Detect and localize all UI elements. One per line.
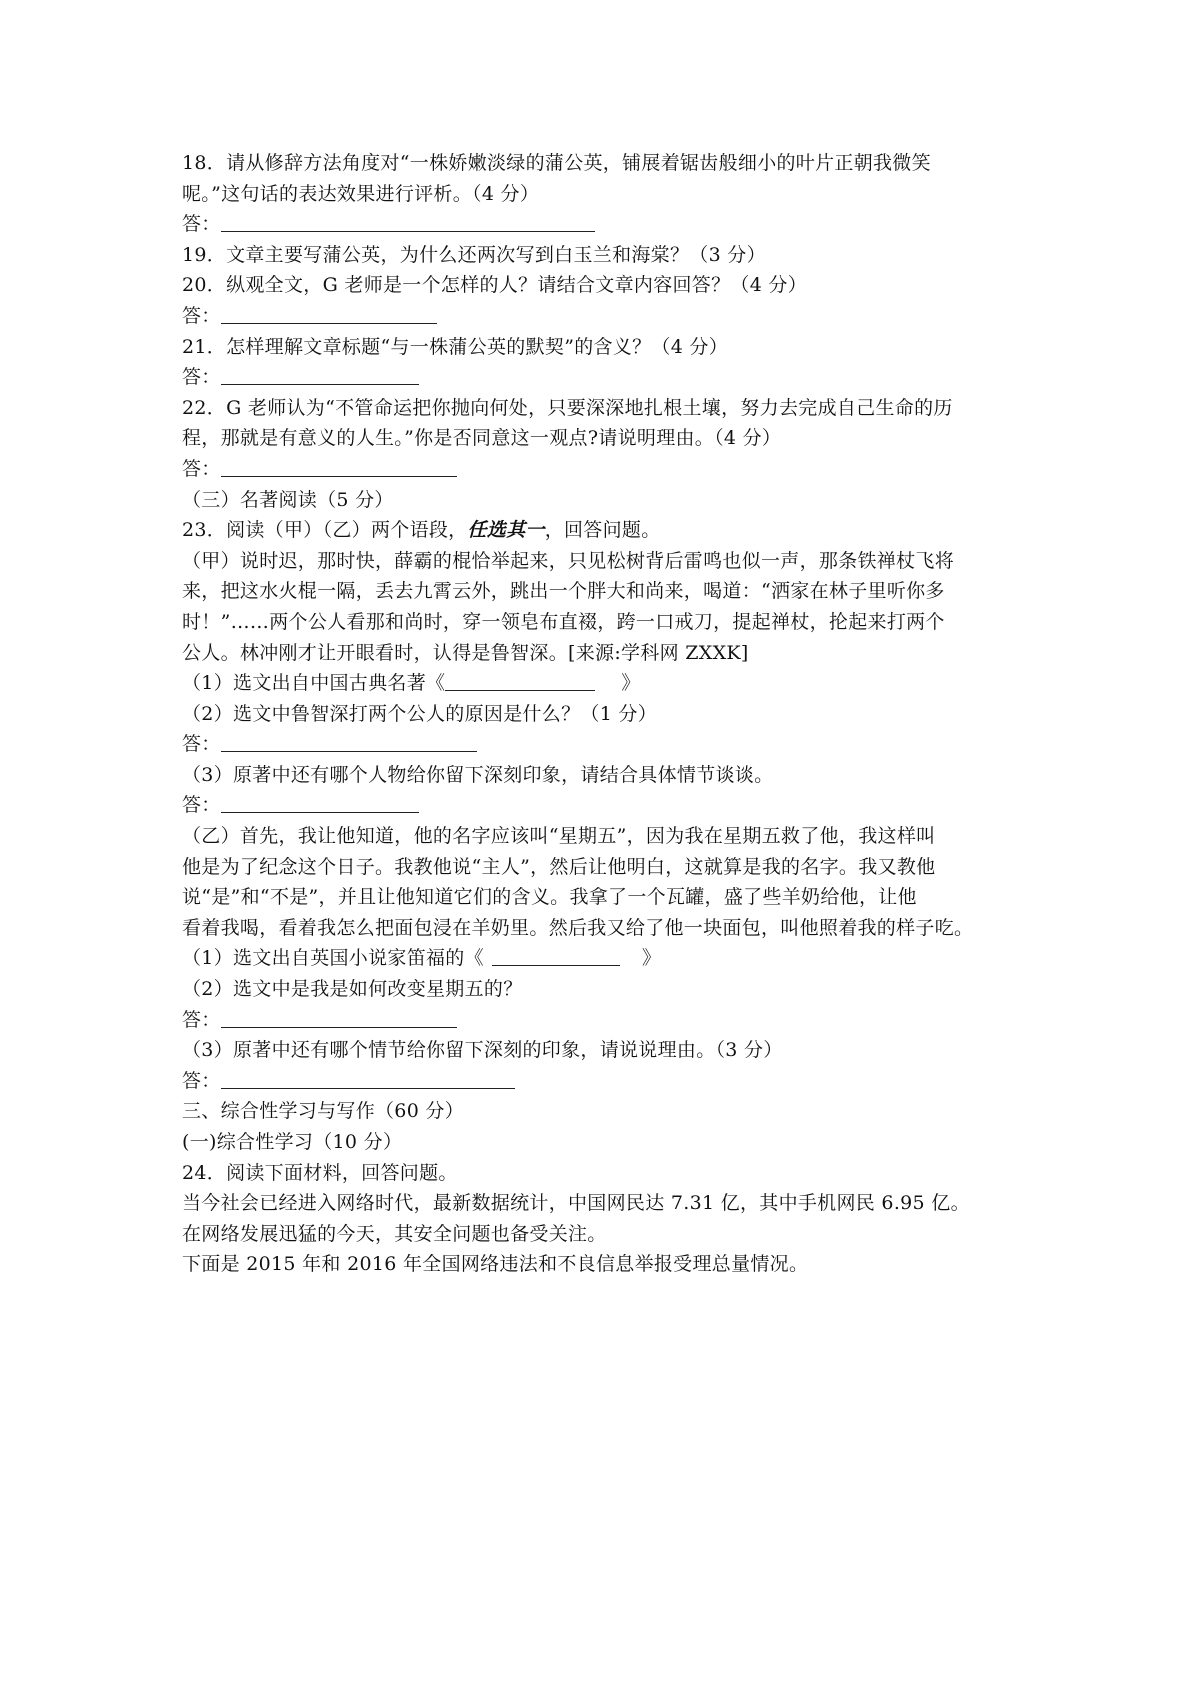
answer-label: 答： <box>182 1069 221 1092</box>
passage-jia-line-4: 公人。林冲刚才让开眼看时，认得是鲁智深。[来源:学科网 ZXXK] <box>182 641 749 664</box>
question-24: 24．阅读下面材料，回答问题。 <box>182 1161 458 1184</box>
answer-blank[interactable] <box>221 303 437 324</box>
passage-yi-line-1: （乙）首先，我让他知道，他的名字应该叫“星期五”，因为我在星期五救了他，我这样叫 <box>182 825 936 848</box>
question-22-line-1: 22．G 老师认为“不管命运把你抛向何处，只要深深地扎根土壤，努力去完成自己生命的历 <box>182 396 953 419</box>
jia-question-3: （3）原著中还有哪个人物给你留下深刻印象，请结合具体情节谈谈。 <box>182 763 774 786</box>
book-title-blank[interactable] <box>492 945 620 966</box>
jia-question-2: （2）选文中鲁智深打两个公人的原因是什么？（1 分） <box>182 702 658 725</box>
material-line-1: 当今社会已经进入网络时代，最新数据统计，中国网民达 7.31 亿，其中手机网民 6.95 亿。 <box>182 1192 970 1215</box>
passage-jia-line-2: 来，把这水火棍一隔，丢去九霄云外，跳出一个胖大和尚来，喝道：“洒家在林子里听你多 <box>182 580 945 603</box>
answer-label: 答： <box>182 304 221 327</box>
answer-line-jia-3 <box>182 790 1022 821</box>
passage-yi-line-2: 他是为了纪念这个日子。我教他说“主人”，然后让他明白，这就算是我的名字。我又教他 <box>182 855 936 878</box>
answer-label: 答： <box>182 1008 221 1031</box>
question-23-text-end: ，回答问题。 <box>544 519 661 542</box>
answer-label: 答： <box>182 213 221 236</box>
answer-blank[interactable] <box>221 364 419 385</box>
answer-blank[interactable] <box>221 211 595 232</box>
question-18-line-1: 18．请从修辞方法角度对“一株娇嫩淡绿的蒲公英，铺展着锯齿般细小的叶片正朝我微笑 <box>182 152 931 174</box>
section-heading-classics: （三）名著阅读（5 分） <box>182 488 394 511</box>
jia-question-1-text: （1）选文出自中国古典名著《 <box>182 672 446 695</box>
question-23-emphasis: 任选其一 <box>467 519 545 542</box>
jia-question-1-close: 》 <box>621 672 641 695</box>
material-line-3: 下面是 2015 年和 2016 年全国网络违法和不良信息举报受理总量情况。 <box>182 1253 809 1276</box>
answer-line-20 <box>182 301 1022 332</box>
passage-jia-line-3: 时！”……两个公人看那和尚时，穿一领皂布直裰，跨一口戒刀，提起禅杖，抡起来打两个 <box>182 610 945 633</box>
question-23-text: 23．阅读（甲）（乙）两个语段， <box>182 519 468 542</box>
answer-line-18 <box>182 209 1022 240</box>
answer-line-21 <box>182 362 1022 393</box>
yi-question-1-text: （1）选文出自英国小说家笛福的《 <box>182 947 484 970</box>
part-3-heading: 三、综合性学习与写作（60 分） <box>182 1100 465 1123</box>
answer-blank[interactable] <box>221 792 419 813</box>
passage-jia-line-1: （甲）说时迟，那时快，薛霸的棍恰举起来，只见松树背后雷鸣也似一声，那条铁禅杖飞将 <box>182 549 955 572</box>
answer-label: 答： <box>182 457 221 480</box>
question-20: 20．纵观全文，G 老师是一个怎样的人？请结合文章内容回答？（4 分） <box>182 274 808 297</box>
answer-blank[interactable] <box>221 456 457 477</box>
question-18-line-2: 呢。”这句话的表达效果进行评析。（4 分） <box>182 182 540 205</box>
answer-blank[interactable] <box>221 731 477 752</box>
jia-question-1 <box>182 668 1022 699</box>
material-line-2: 在网络发展迅猛的今天，其安全问题也备受关注。 <box>182 1222 607 1245</box>
answer-blank[interactable] <box>221 1068 515 1089</box>
yi-question-2: （2）选文中是我是如何改变星期五的？ <box>182 978 523 1001</box>
passage-yi-line-3: 说“是”和“不是”，并且让他知道它们的含义。我拿了一个瓦罐，盛了些羊奶给他，让他 <box>182 886 917 909</box>
answer-blank[interactable] <box>221 1007 457 1028</box>
answer-line-jia-2 <box>182 729 1022 760</box>
yi-question-1-close: 》 <box>641 947 662 970</box>
question-22-line-2: 程，那就是有意义的人生。”你是否同意这一观点?请说明理由。（4 分） <box>182 427 782 450</box>
answer-line-yi-2 <box>182 1005 1022 1036</box>
question-19: 19．文章主要写蒲公英，为什么还两次写到白玉兰和海棠？（3 分） <box>182 243 766 266</box>
exam-page <box>182 148 1022 1280</box>
question-23 <box>182 515 1022 546</box>
part-3-subheading: (一)综合性学习（10 分） <box>182 1131 403 1153</box>
answer-line-22 <box>182 454 1022 485</box>
passage-yi-line-4: 看着我喝，看着我怎么把面包浸在羊奶里。然后我又给了他一块面包，叫他照着我的样子吃。 <box>182 916 974 939</box>
answer-line-yi-3 <box>182 1066 1022 1097</box>
answer-label: 答： <box>182 366 221 389</box>
book-title-blank[interactable] <box>445 670 595 691</box>
yi-question-3: （3）原著中还有哪个情节给你留下深刻的印象，请说说理由。（3 分） <box>182 1039 783 1062</box>
yi-question-1 <box>182 943 1022 974</box>
answer-label: 答： <box>182 794 221 817</box>
answer-label: 答： <box>182 733 221 756</box>
question-21: 21．怎样理解文章标题“与一株蒲公英的默契”的含义？（4 分） <box>182 335 729 358</box>
